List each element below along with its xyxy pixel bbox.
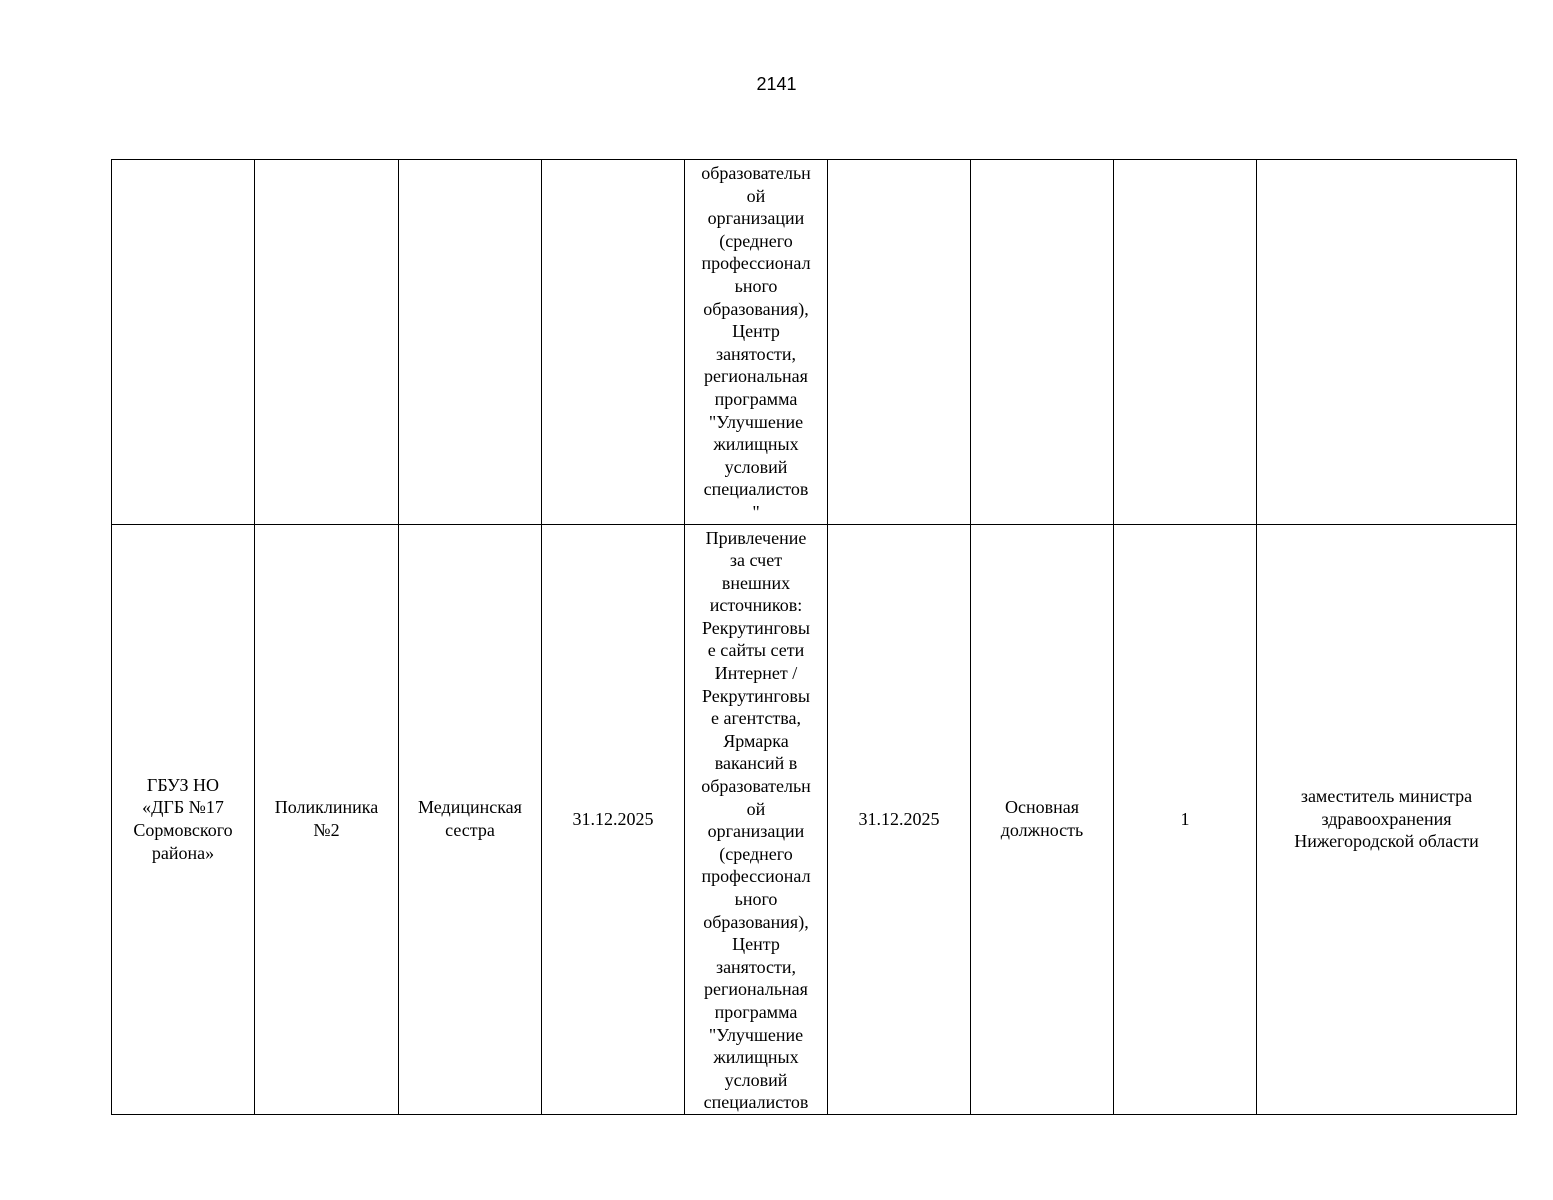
cell-job-type-empty <box>971 160 1114 525</box>
position-text: Медицинская сестра <box>418 797 522 840</box>
cell-date-1 <box>542 524 685 1114</box>
methods-text: Привлечение за счет внешних источников: Рекрутинговы е сайты сети Интернет / Рекрутинговы е агентства, Ярмарка вакансий в образовательн ой организации (среднего профессионал ьного образования), Центр занятости, региональная программа "Улучшение жилищных условий специалистов <box>701 527 811 1113</box>
page-number: 2141 <box>756 74 797 94</box>
table-row <box>112 524 1517 1114</box>
cell-count <box>1114 524 1257 1114</box>
methods-continuation-text: образовательн ой организации (среднего профессионал ьного образования), Центр занятости, региональная программа "Улучшение жилищных условий специалистов " <box>701 163 811 522</box>
cell-date-1-empty <box>542 160 685 525</box>
date-2-text: 31.12.2025 <box>858 808 940 829</box>
department-text: Поликлиника №2 <box>274 797 379 840</box>
cell-position <box>399 524 542 1114</box>
date-1-text: 31.12.2025 <box>572 808 654 829</box>
cell-date-2 <box>828 524 971 1114</box>
count-text: 1 <box>1180 808 1190 829</box>
cell-institution-empty <box>112 160 255 525</box>
cell-institution <box>112 524 255 1114</box>
table-row-continuation <box>112 160 1517 525</box>
cell-job-type <box>971 524 1114 1114</box>
cell-count-empty <box>1114 160 1257 525</box>
job-type-text: Основная должность <box>1000 797 1084 840</box>
institution-text: ГБУЗ НО «ДГБ №17 Сормовского района» <box>133 774 233 863</box>
cell-methods <box>685 524 828 1114</box>
cell-responsible-empty <box>1257 160 1517 525</box>
cell-department-empty <box>255 160 399 525</box>
cell-department <box>255 524 399 1114</box>
cell-date-2-empty <box>828 160 971 525</box>
responsible-text: заместитель министра здравоохранения Нижегородской области <box>1294 786 1479 852</box>
cell-methods-continuation <box>685 160 828 525</box>
vacancy-table <box>111 159 1517 1115</box>
cell-position-empty <box>399 160 542 525</box>
cell-responsible <box>1257 524 1517 1114</box>
